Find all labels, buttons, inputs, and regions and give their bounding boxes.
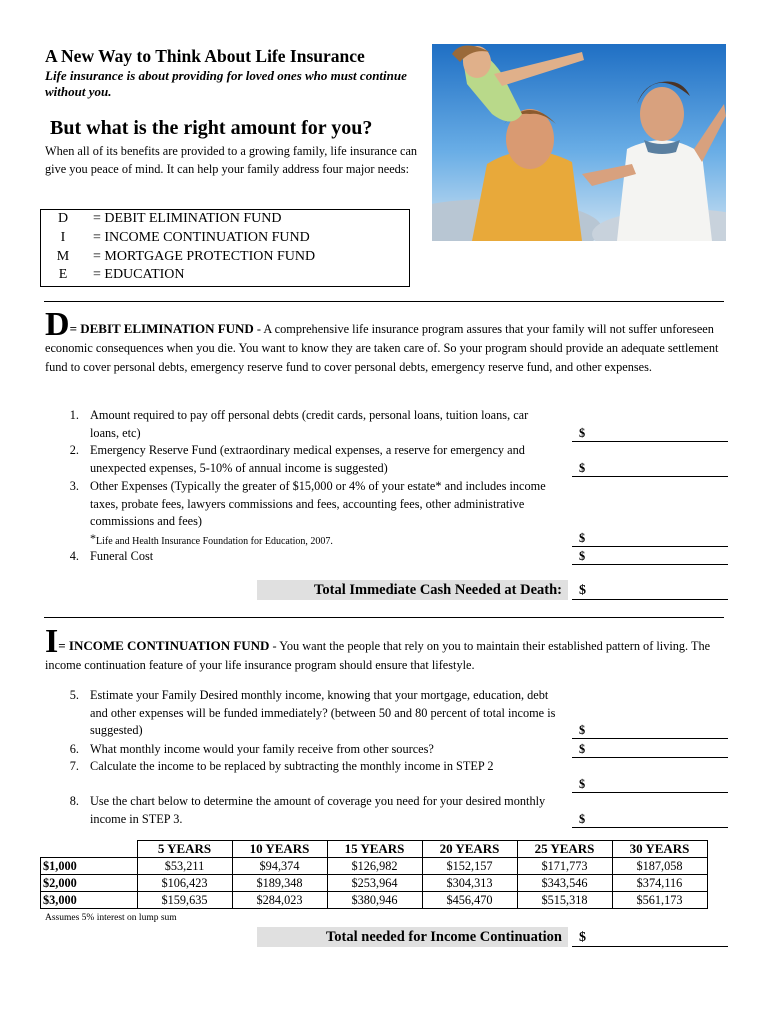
section-divider	[44, 301, 724, 302]
dime-letter: E	[58, 267, 68, 282]
row-header: $3,000	[41, 892, 138, 909]
total-income-field[interactable]	[572, 930, 728, 947]
table-cell: $159,635	[137, 892, 232, 909]
intro-paragraph: When all of its benefits are provided to a growing family, life insurance can give you peace of mind. It can help your family address four major needs:	[45, 144, 418, 176]
table-row	[41, 892, 708, 909]
table-cell: $171,773	[517, 858, 612, 875]
family-photo-image	[432, 44, 726, 241]
dime-letter: I	[60, 230, 66, 245]
row-header: $1,000	[41, 858, 138, 875]
table-cell: $304,313	[422, 875, 517, 892]
column-header: 10 YEARS	[232, 841, 327, 858]
footnote-text: Life and Health Insurance Foundation for Education, 2007.	[96, 536, 333, 547]
table-cell: $152,157	[422, 858, 517, 875]
column-header: 5 YEARS	[137, 841, 232, 858]
footnote-star: *	[90, 531, 96, 545]
table-row	[41, 875, 708, 892]
item-number: 1.	[69, 408, 79, 422]
dollar-sign: $	[579, 461, 586, 475]
item-number: 3.	[69, 479, 79, 493]
total-immediate-field[interactable]	[572, 583, 728, 600]
section-d-letter: D	[45, 306, 70, 343]
row-header: $2,000	[41, 875, 138, 892]
dime-label: = EDUCATION	[93, 267, 185, 282]
table-cell: $187,058	[612, 858, 707, 875]
family-photo	[432, 44, 726, 241]
dollar-sign: $	[579, 812, 586, 826]
amount-field-2[interactable]	[572, 460, 728, 477]
dollar-sign: $	[579, 549, 586, 563]
amount-field-8[interactable]	[572, 811, 728, 828]
list-item	[0, 478, 768, 538]
table-cell: $343,546	[517, 875, 612, 892]
section-i-name: = INCOME CONTINUATION FUND	[58, 638, 270, 653]
dollar-sign: $	[579, 777, 586, 791]
item-text: Funeral Cost	[90, 549, 154, 563]
item-number: 6.	[69, 742, 79, 756]
section-d-intro	[45, 306, 735, 376]
item-text: What monthly income would your family receive from other sources?	[90, 742, 434, 756]
amount-field-6[interactable]	[572, 741, 728, 758]
item-number: 7.	[69, 759, 79, 773]
dollar-sign: $	[579, 583, 586, 598]
table-cell: $515,318	[517, 892, 612, 909]
section-i-intro	[45, 623, 735, 675]
dime-label: = DEBIT ELIMINATION FUND	[93, 211, 282, 226]
table-cell: $106,423	[137, 875, 232, 892]
table-cell: $126,982	[327, 858, 422, 875]
dollar-sign: $	[579, 531, 586, 545]
amount-field-5[interactable]	[572, 722, 728, 739]
section-d-text: - A comprehensive life insurance program assures that your family will not suffer unforeseen economic consequences when you die. You want to know they are taken care of. So your program should provide an adequate settlement fund to cover personal debts, emergency reserve fund to cover personal debts, emergency reserve fund, and other expenses.	[45, 322, 719, 374]
table-cell: $94,374	[232, 858, 327, 875]
table-cell: $189,348	[232, 875, 327, 892]
dime-label: = MORTGAGE PROTECTION FUND	[93, 249, 316, 264]
amount-field-3[interactable]	[572, 530, 728, 547]
footnote	[90, 531, 333, 547]
table-row	[41, 858, 708, 875]
table-corner	[41, 841, 138, 858]
item-text: Other Expenses (Typically the greater of $15,000 or 4% of your estate* and includes income taxes, probate fees, lawyers commissions and fees, accounting fees, other administrative commissions and fees)	[90, 479, 546, 528]
column-header: 20 YEARS	[422, 841, 517, 858]
item-text: Calculate the income to be replaced by subtracting the monthly income in STEP 2	[90, 759, 494, 773]
table-cell: $380,946	[327, 892, 422, 909]
section-divider	[44, 617, 724, 618]
section-i-text: - You want the people that rely on you to maintain their established pattern of living. The income continuation feature of your life insurance program should ensure that lifestyle.	[45, 639, 711, 672]
table-cell: $53,211	[137, 858, 232, 875]
section-d-name: = DEBIT ELIMINATION FUND	[69, 321, 254, 336]
total-income-label: Total needed for Income Continuation	[257, 927, 568, 947]
amount-field-4[interactable]	[572, 548, 728, 565]
column-header: 25 YEARS	[517, 841, 612, 858]
column-header: 15 YEARS	[327, 841, 422, 858]
table-cell: $253,964	[327, 875, 422, 892]
table-header-row	[41, 841, 708, 858]
total-immediate-label: Total Immediate Cash Needed at Death:	[257, 580, 568, 600]
item-text: Estimate your Family Desired monthly income, knowing that your mortgage, education, debt and other expenses will be funded immediately? (between 50 and 80 percent of total income is suggested)	[90, 688, 556, 737]
item-text: Emergency Reserve Fund (extraordinary medical expenses, a reserve for emergency and unexpected expenses, 5-10% of annual income is suggested)	[90, 443, 525, 475]
item-text: Use the chart below to determine the amount of coverage you need for your desired monthly income in STEP 3.	[90, 794, 546, 826]
table-cell: $284,023	[232, 892, 327, 909]
dollar-sign: $	[579, 426, 586, 440]
dollar-sign: $	[579, 930, 586, 945]
item-text: Amount required to pay off personal debts (credit cards, personal loans, tuition loans, car loans, etc)	[90, 408, 529, 440]
item-number: 5.	[69, 688, 79, 702]
amount-field-1[interactable]	[572, 425, 728, 442]
section-i-letter: I	[45, 623, 59, 660]
table-cell: $561,173	[612, 892, 707, 909]
amount-field-7[interactable]	[572, 776, 728, 793]
item-number: 8.	[69, 794, 79, 808]
table-note: Assumes 5% interest on lump sum	[45, 913, 177, 923]
dime-letter: D	[57, 211, 69, 226]
dime-box	[40, 209, 410, 287]
page-subtitle: Life insurance is about providing for loved ones who must continue without you.	[45, 68, 407, 99]
item-number: 4.	[69, 549, 79, 563]
dime-letter: M	[56, 249, 70, 264]
page-title: A New Way to Think About Life Insurance	[45, 46, 365, 66]
dollar-sign: $	[579, 742, 586, 756]
dime-label: = INCOME CONTINUATION FUND	[93, 230, 310, 245]
item-number: 2.	[69, 443, 79, 457]
table-cell: $456,470	[422, 892, 517, 909]
question-heading: But what is the right amount for you?	[50, 117, 373, 139]
table-cell: $374,116	[612, 875, 707, 892]
coverage-table	[40, 840, 708, 909]
dollar-sign: $	[579, 723, 586, 737]
column-header: 30 YEARS	[612, 841, 707, 858]
